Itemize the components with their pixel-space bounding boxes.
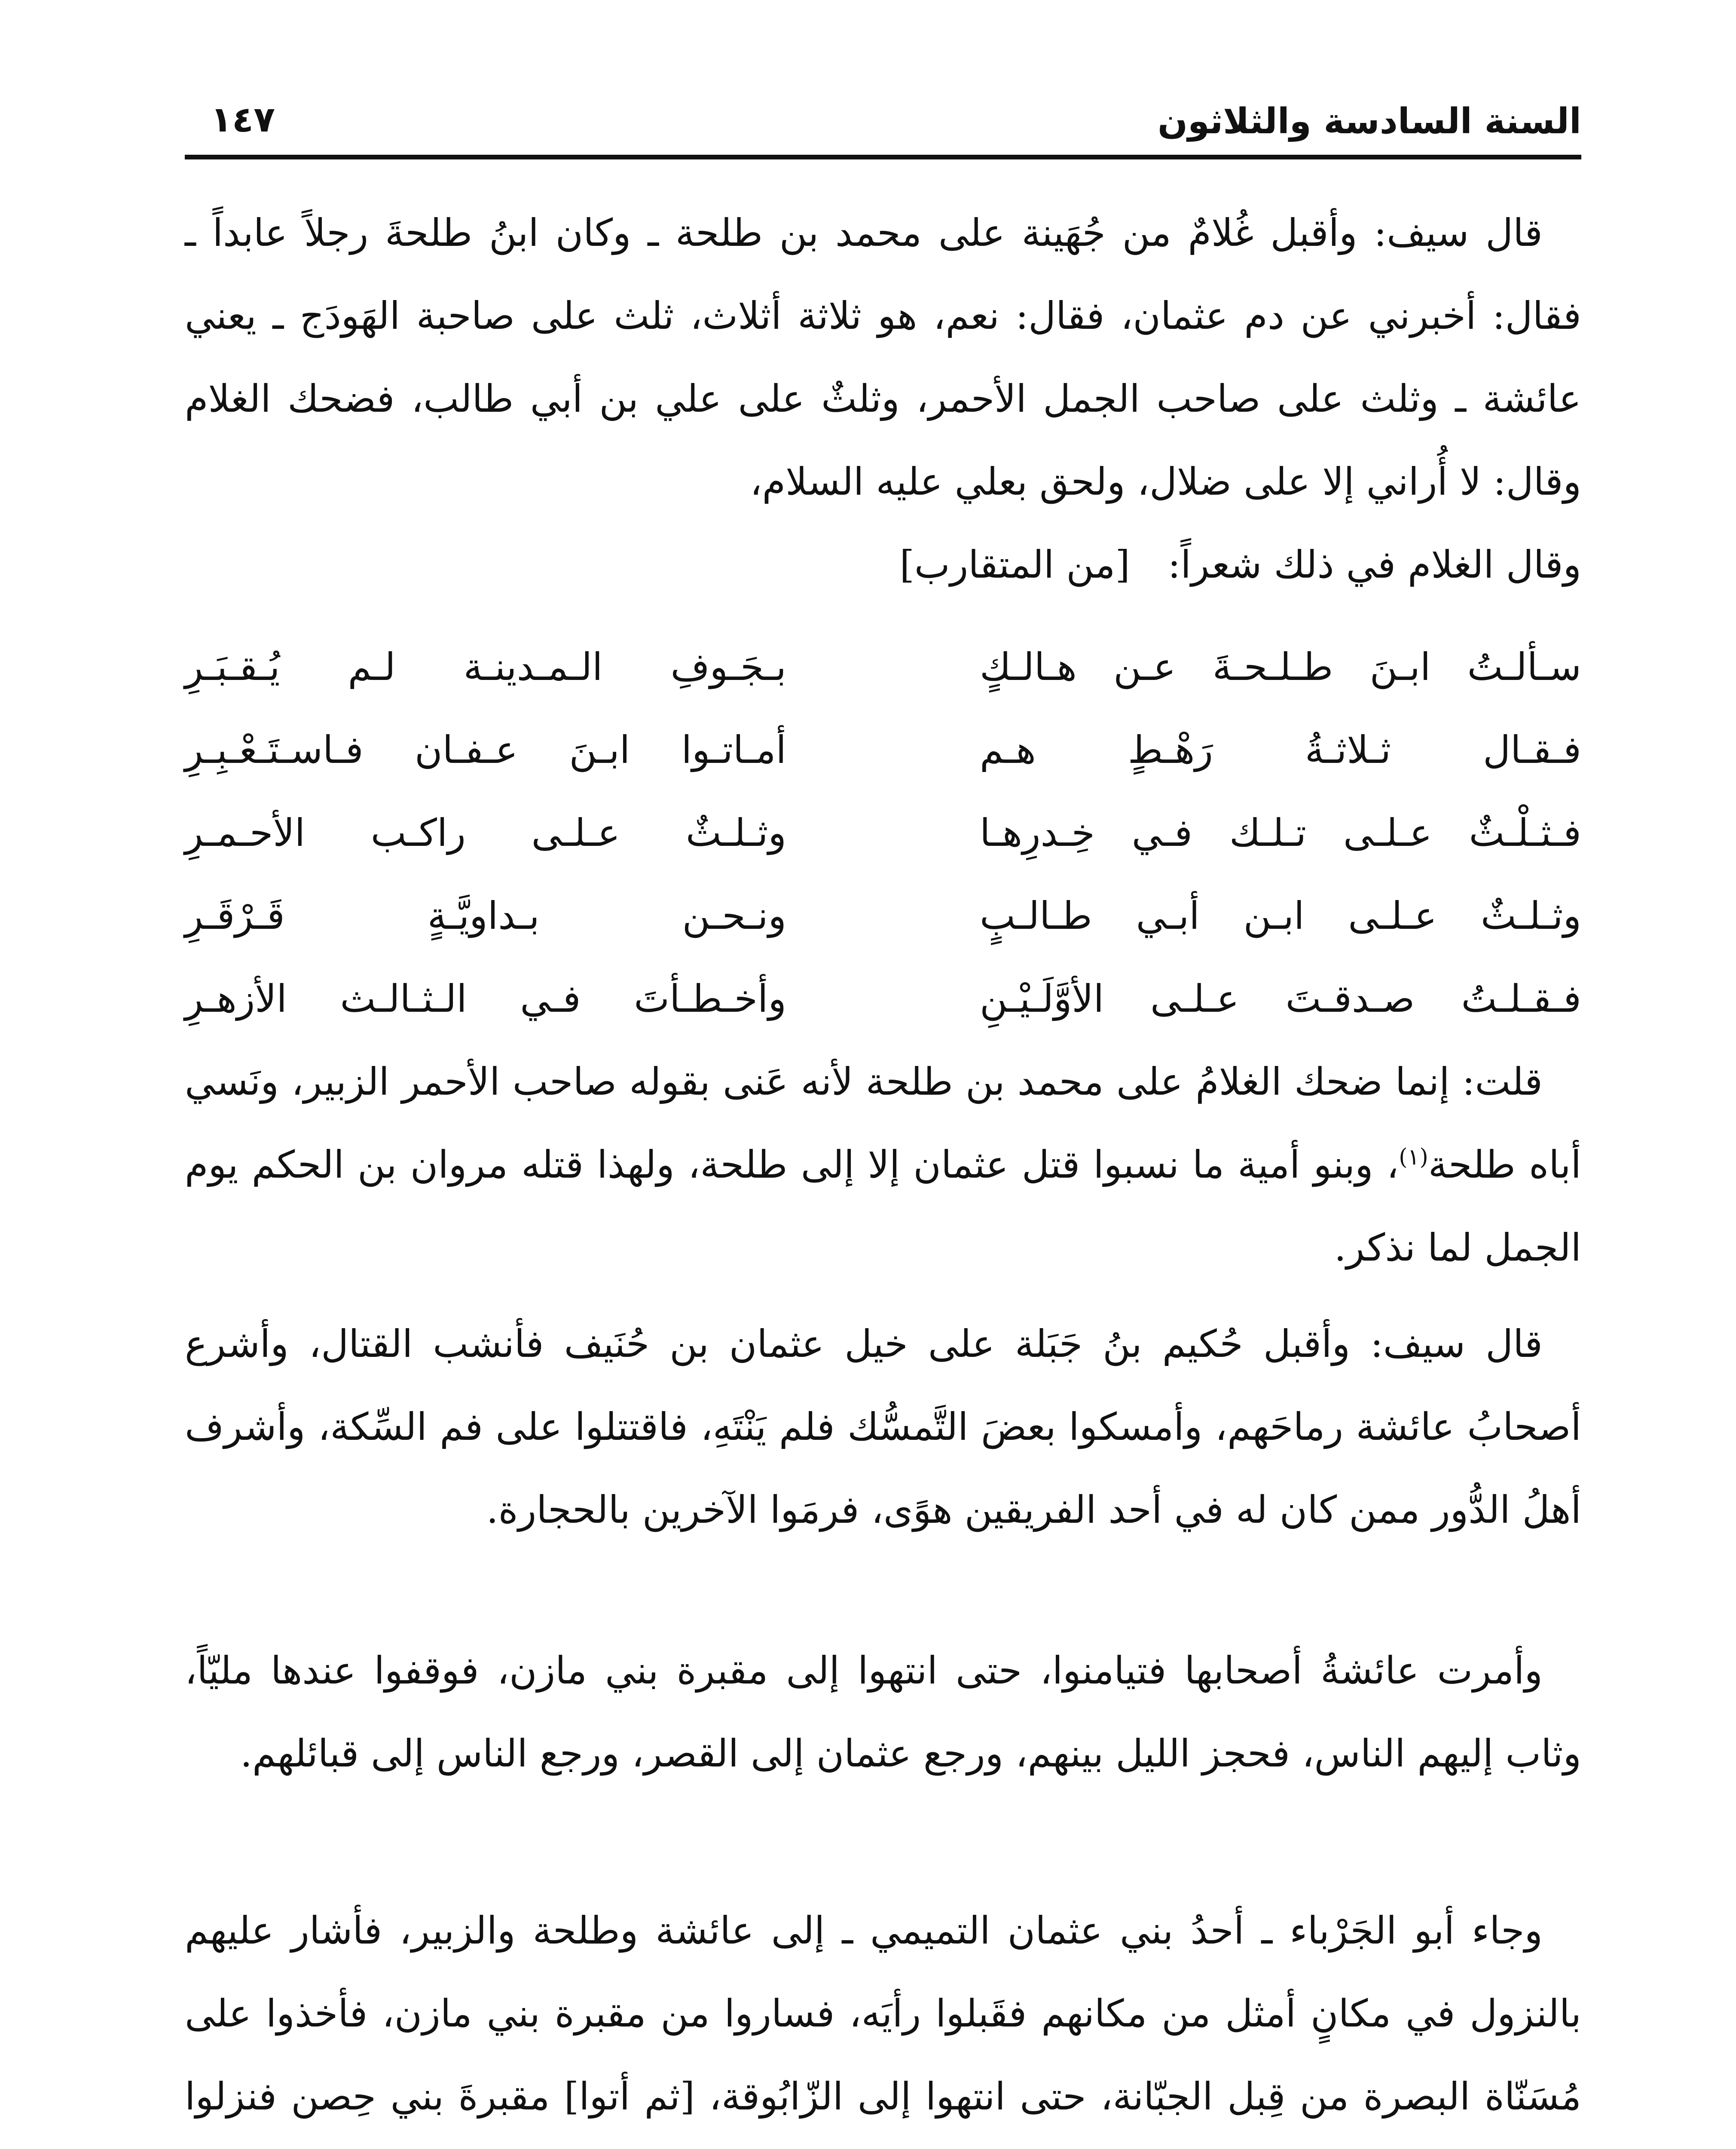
verse-second-hemistich: وأخـطـأتَ فـي الـثـالـث الأزهـرِ [185,977,786,1021]
verse-first-hemistich: وثـلـثٌ عـلـى ابـن أبـي طـالـبٍ [980,894,1581,938]
paragraph-intro [185,191,1581,606]
paragraph-battle [185,1302,1581,1551]
poem [185,625,1581,1040]
paragraph-commentary [185,1040,1581,1289]
book-page [185,0,1581,2149]
poem-verse [185,791,1581,874]
footnote-marker[interactable]: (١) [1399,1144,1428,1170]
running-header [185,90,1581,159]
battle-text: قال سيف: وأقبل حُكيم بنُ جَبَلة على خيل عثمان بن حُنَيف فأنشب القتال، وأشرع أصحابُ عائشة رماحَهم، وأمسكوا بعضَ التَّمسُّك فلم يَنْتَهِ، فاقتتلوا على فم السِّكة، وأشرف أهلُ الدُّور ممن كان له في أحد الفريقين هوًى، فرمَوا الآخرين بالحجارة. [185,1322,1581,1532]
commentary-part-2: ، وبنو أمية ما نسبوا قتل عثمان إلا إلى طلحة، ولهذا قتله مروان بن الحكم يوم الجمل لما نذكر. [185,1142,1581,1270]
verse-first-hemistich: فـقـال ثـلاثـةُ رَهْـطٍ هـم [980,728,1581,772]
paragraph-abu-jarba [185,1889,1581,2149]
lead-in-text: وقال الغلام في ذلك شعراً: [1168,542,1581,587]
retreat-text: وأمرت عائشةُ أصحابها فتيامنوا، حتى انتهوا إلى مقبرة بني مازن، فوقفوا عندها مليّاً، وثاب إليهم الناس، فحجز الليل بينهم، ورجع عثمان إلى القصر، ورجع الناس إلى قبائلهم. [185,1648,1581,1776]
verse-second-hemistich: وثـلـثٌ عـلـى راكـب الأحـمـرِ [185,811,786,855]
paragraph-retreat [185,1629,1581,1795]
poem-verse [185,708,1581,791]
chapter-title: السنة السادسة والثلاثون [1157,101,1581,142]
verse-first-hemistich: سـألـتُ ابـنَ طـلـحـةَ عـن هـالـكٍ [980,645,1581,689]
verse-second-hemistich: أمـاتـوا ابـنَ عـفـان فـاسـتَـعْـبِـرِ [185,728,786,772]
verse-second-hemistich: ونـحـن بـداويَّـةٍ قَـرْقَـرِ [185,894,786,938]
verse-second-hemistich: بـجَـوفِ الـمـدينـة لـم يُـقـبَـرِ [185,645,786,689]
poetic-meter: [من المتقارب] [899,542,1130,587]
verse-first-hemistich: فـقـلـتُ صـدقـتَ عـلـى الأوَّلَـيْـنِ [980,977,1581,1021]
intro-text: قال سيف: وأقبل غُلامٌ من جُهَينة على محمد بن طلحة ـ وكان ابنُ طلحةَ رجلاً عابداً ـ فقال: أخبرني عن دم عثمان، فقال: نعم، هو ثلاثة أثلاث، ثلث على صاحبة الهَودَج ـ يعني عائشة ـ وثلث على صاحب الجمل الأحمر، وثلثٌ على علي بن أبي طالب، فضحك الغلام وقال: لا أُراني إلا على ضلال، ولحق بعلي عليه السلام، [185,211,1581,504]
poem-verse [185,874,1581,957]
poem-verse [185,957,1581,1040]
poem-verse [185,625,1581,708]
commentary-part-1: قلت: إنما ضحك الغلامُ على محمد بن طلحة لأنه عَنى بقوله صاحب الأحمر الزبير، ونَسي أباه طلحة [185,1059,1581,1187]
commentary-text [185,1040,1581,1289]
verse-first-hemistich: فـثـلْـثٌ عـلـى تـلـك فـي خِـدرِهـا [980,811,1581,855]
poem-lead-in [185,523,1581,606]
page-number: ١٤٧ [211,99,275,140]
abu-jarba-text: وجاء أبو الجَرْباء ـ أحدُ بني عثمان التميمي ـ إلى عائشة وطلحة والزبير، فأشار عليهم بالنزول في مكانٍ أمثل من مكانهم فقَبلوا رأيَه، فساروا من مقبرة بني مازن، فأخذوا على مُسَنّاة البصرة من قِبل الجبّانة، حتى انتهوا إلى الزّابُوقة، [ثم أتوا] مقبرةَ بني حِصن فنزلوا [185,1908,1581,2118]
